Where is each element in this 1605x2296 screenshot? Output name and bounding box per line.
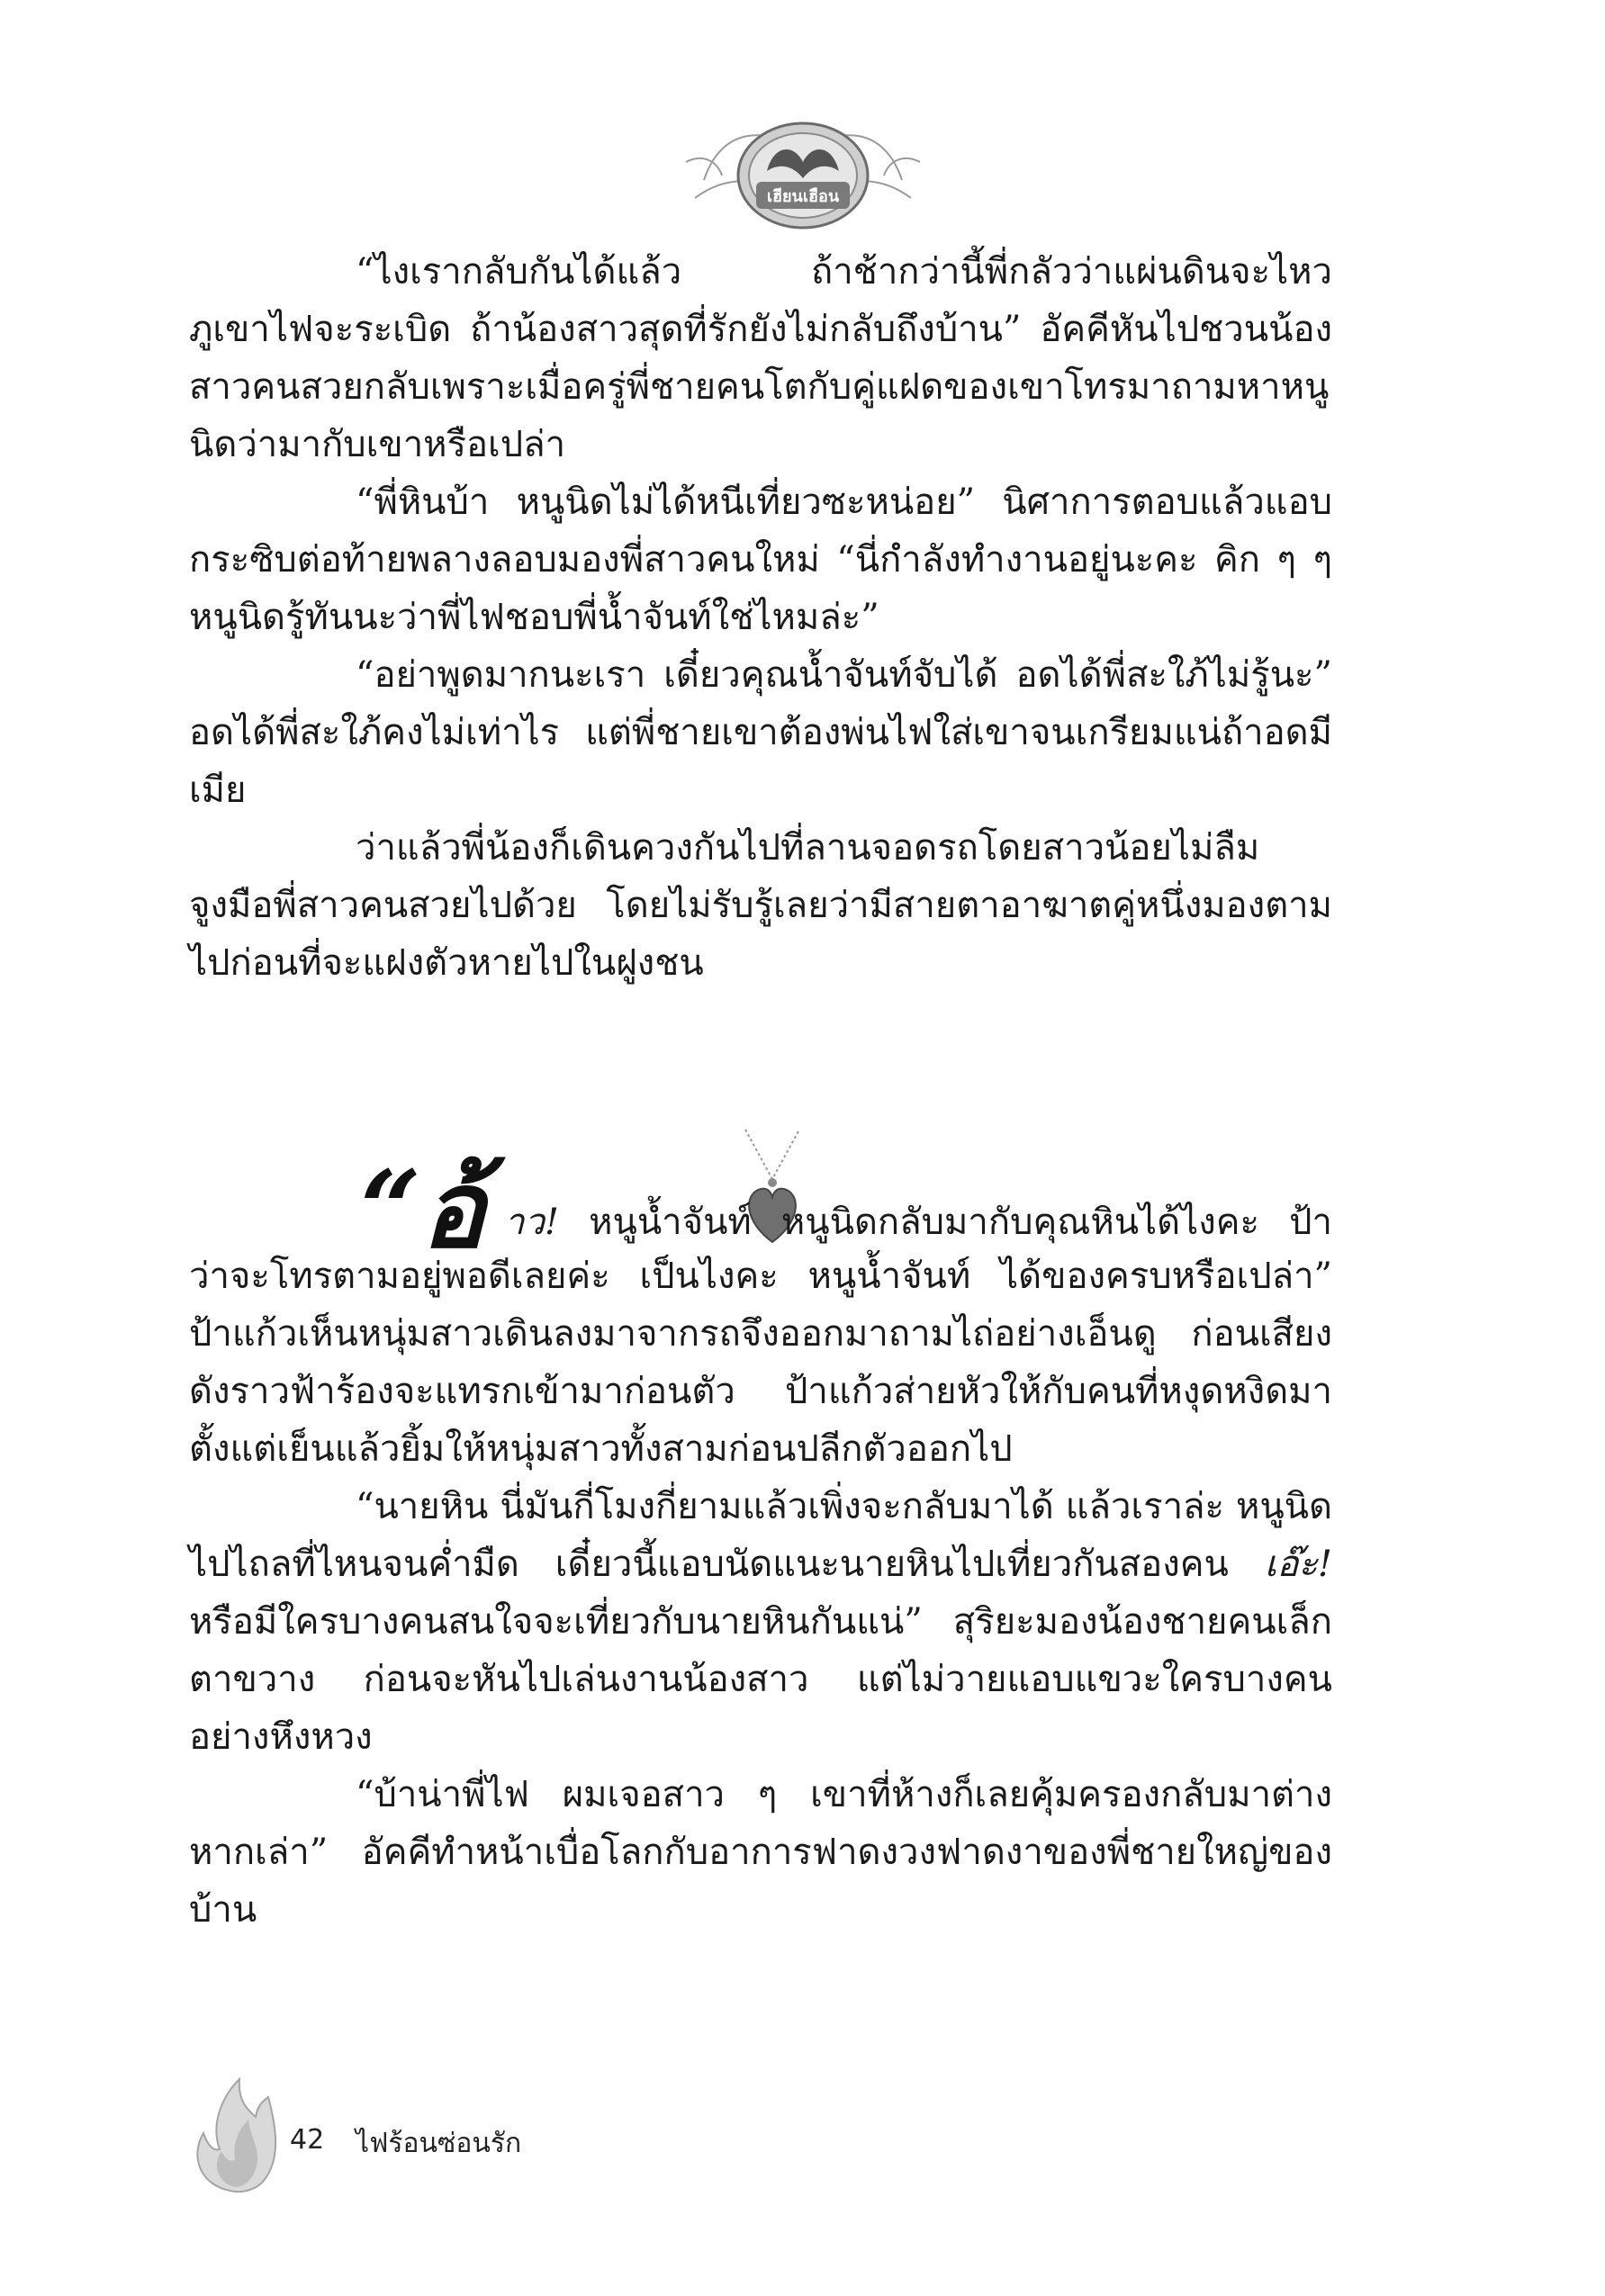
paragraph-part: หรือมีใครบางคนสนใจจะเที่ยวกับนายหินกันแน่” สุริยะมองน้องชายคนเล็กตาขวาง ก่อนจะหันไปเล่นงานน้องสาว แต่ไม่วายแอบแขวะใครบางคนอย่างหึงหวง	[189, 1601, 1332, 1758]
paragraph: “พี่หินบ้า หนูนิดไม่ได้หนีเที่ยวซะหน่อย” นิศาการตอบแล้วแอบกระซิบต่อท้ายพลางลอบมองพี่สาวคนใหม่ “นี่กำลังทำงานอยู่นะคะ คิก ๆ ๆ หนูนิดรู้ทันนะว่าพี่ไฟชอบพี่น้ำจันท์ใช่ไหมล่ะ”	[189, 482, 1332, 638]
paragraph	[189, 1478, 1332, 1766]
ornamental-crest-icon	[668, 72, 938, 252]
paragraph-part: “นายหิน นี่มันกี่โมงกี่ยามแล้วเพิ่งจะกลับมาได้ แล้วเราล่ะ หนูนิด ไปไถลที่ไหนจนค่ำมืด เดี๋ยวนี้แอบนัดแนะนายหินไปเที่ยวกันสองคน	[189, 1486, 1332, 1585]
drop-cap-line	[189, 1147, 1332, 1272]
paragraph: ว่าแล้วพี่น้องก็เดินควงกันไปที่ลานจอดรถโดยสาวน้อยไม่ลืมจูงมือพี่สาวคนสวยไปด้วย โดยไม่รับรู้เลยว่ามีสายตาอาฆาตคู่หนึ่งมองตามไปก่อนที่จะแฝงตัวหายไปในฝูงชน	[189, 827, 1332, 984]
paragraph: ว่าจะโทรตามอยู่พอดีเลยค่ะ เป็นไงคะ หนูน้ำจันท์ ได้ของครบหรือเปล่า” ป้าแก้วเห็นหนุ่มสาวเดินลงมาจากรถจึงออกมาถามไถ่อย่างเอ็นดู ก่อนเสียงดังราวฟ้าร้องจะแทรกเข้ามาก่อนตัว ป้าแก้วส่ายหัวให้กับคนที่หงุดหงิดมาตั้งแต่เย็นแล้วยิ้มให้หนุ่มสาวทั้งสามก่อนปลีกตัวออกไป	[189, 1256, 1332, 1470]
paragraph: “บ้าน่าพี่ไฟ ผมเจอสาว ๆ เขาที่ห้างก็เลยคุ้มครองกลับมาต่างหากเล่า” อัคคีทำหน้าเบื่อโลกกับอาการฟาดงวงฟาดงาของพี่ชายใหญ่ของบ้าน	[189, 1774, 1332, 1931]
header-crest-logo	[668, 72, 938, 252]
body-text-top	[189, 243, 1332, 992]
book-title: ไฟร้อนซ่อนรัก	[356, 2128, 522, 2159]
drop-cap-letter: อ้	[420, 1147, 485, 1272]
drop-italic: าว!	[504, 1202, 559, 1243]
drop-quote: “	[360, 1147, 421, 1272]
paragraph-italic: เอ๊ะ!	[1264, 1544, 1332, 1585]
paragraph: “อย่าพูดมากนะเรา เดี๋ยวคุณน้ำจันท์จับได้ อดได้พี่สะใภ้ไม่รู้นะ” อดได้พี่สะใภ้คงไม่เท่าไร แต่พี่ชายเขาต้องพ่นไฟใส่เขาจนเกรียมแน่ถ้าอดมีเมีย	[189, 654, 1332, 811]
footer-flame	[185, 2061, 284, 2196]
drop-cap	[360, 1147, 485, 1272]
paragraph: “ไงเรากลับกันได้แล้ว ถ้าช้ากว่านี้พี่กลัวว่าแผ่นดินจะไหว ภูเขาไฟจะระเบิด ถ้าน้องสาวสุดที่รักยังไม่กลับถึงบ้าน” อัคคีหันไปชวนน้องสาวคนสวยกลับเพราะเมื่อครู่พี่ชายคนโตกับคู่แฝดของเขาโทรมาถามหาหนูนิดว่ามากับเขาหรือเปล่า	[189, 251, 1332, 465]
body-text-bottom	[189, 1147, 1332, 1939]
flame-icon	[185, 2061, 284, 2196]
page-number: 42	[290, 2124, 325, 2156]
drop-first-rest: หนูน้ำจันท์ หนูนิดกลับมากับคุณหินได้ไงคะ ป้า	[559, 1202, 1332, 1243]
drop-first-line	[504, 1193, 1332, 1251]
logo-text: เฮียนเฮือน	[766, 187, 840, 206]
